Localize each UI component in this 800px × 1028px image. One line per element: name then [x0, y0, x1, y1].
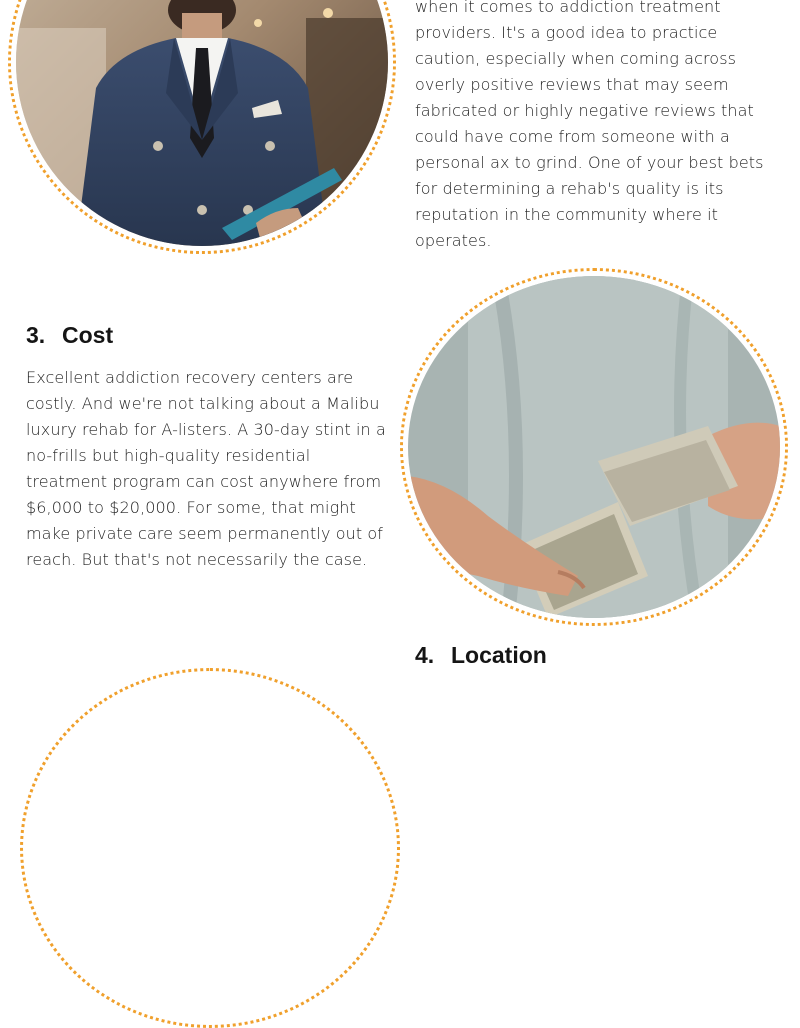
cost-heading-title: Cost — [62, 322, 114, 348]
paragraph-line: make private care seem permanently out of — [26, 524, 384, 543]
businessman-illustration — [16, 0, 388, 246]
cash-hands-illustration — [408, 276, 780, 618]
cost-heading-number: 3. — [26, 322, 46, 348]
paragraph-line: $6,000 to $20,000. For some, that might — [26, 498, 356, 517]
cost-heading — [26, 322, 113, 349]
paragraph-line: operates. — [415, 231, 492, 250]
paragraph-line: no-frills but high-quality residential — [26, 446, 311, 465]
paragraph-line: fabricated or highly negative reviews that — [415, 101, 754, 120]
paragraph-line: could have come from someone with a — [415, 127, 730, 146]
paragraph-line: costly. And we're not talking about a Malibu — [26, 394, 380, 413]
paragraph-line: luxury rehab for A-listers. A 30-day stint in a — [26, 420, 386, 439]
paragraph-line: reputation in the community where it — [415, 205, 719, 224]
location-heading-number: 4. — [415, 642, 435, 668]
paragraph-line: Excellent addiction recovery centers are — [26, 368, 354, 387]
businessman-photo — [16, 0, 388, 246]
paragraph-line: for determining a rehab's quality is its — [415, 179, 724, 198]
cash-hands-photo — [408, 276, 780, 618]
photo-frame-dots-3 — [20, 668, 400, 1028]
paragraph-line: overly positive reviews that may seem — [415, 75, 729, 94]
paragraph-line: personal ax to grind. One of your best bets — [415, 153, 764, 172]
paragraph-line: caution, especially when coming across — [415, 49, 737, 68]
location-heading — [415, 642, 547, 669]
paragraph-line: reach. But that's not necessarily the case. — [26, 550, 368, 569]
paragraph-line: providers. It's a good idea to practice — [415, 23, 718, 42]
paragraph-line: when it comes to addiction treatment — [415, 0, 721, 16]
cost-paragraph — [26, 365, 396, 573]
reputation-paragraph — [415, 0, 795, 254]
location-heading-title: Location — [451, 642, 547, 668]
paragraph-line: treatment program can cost anywhere from — [26, 472, 382, 491]
